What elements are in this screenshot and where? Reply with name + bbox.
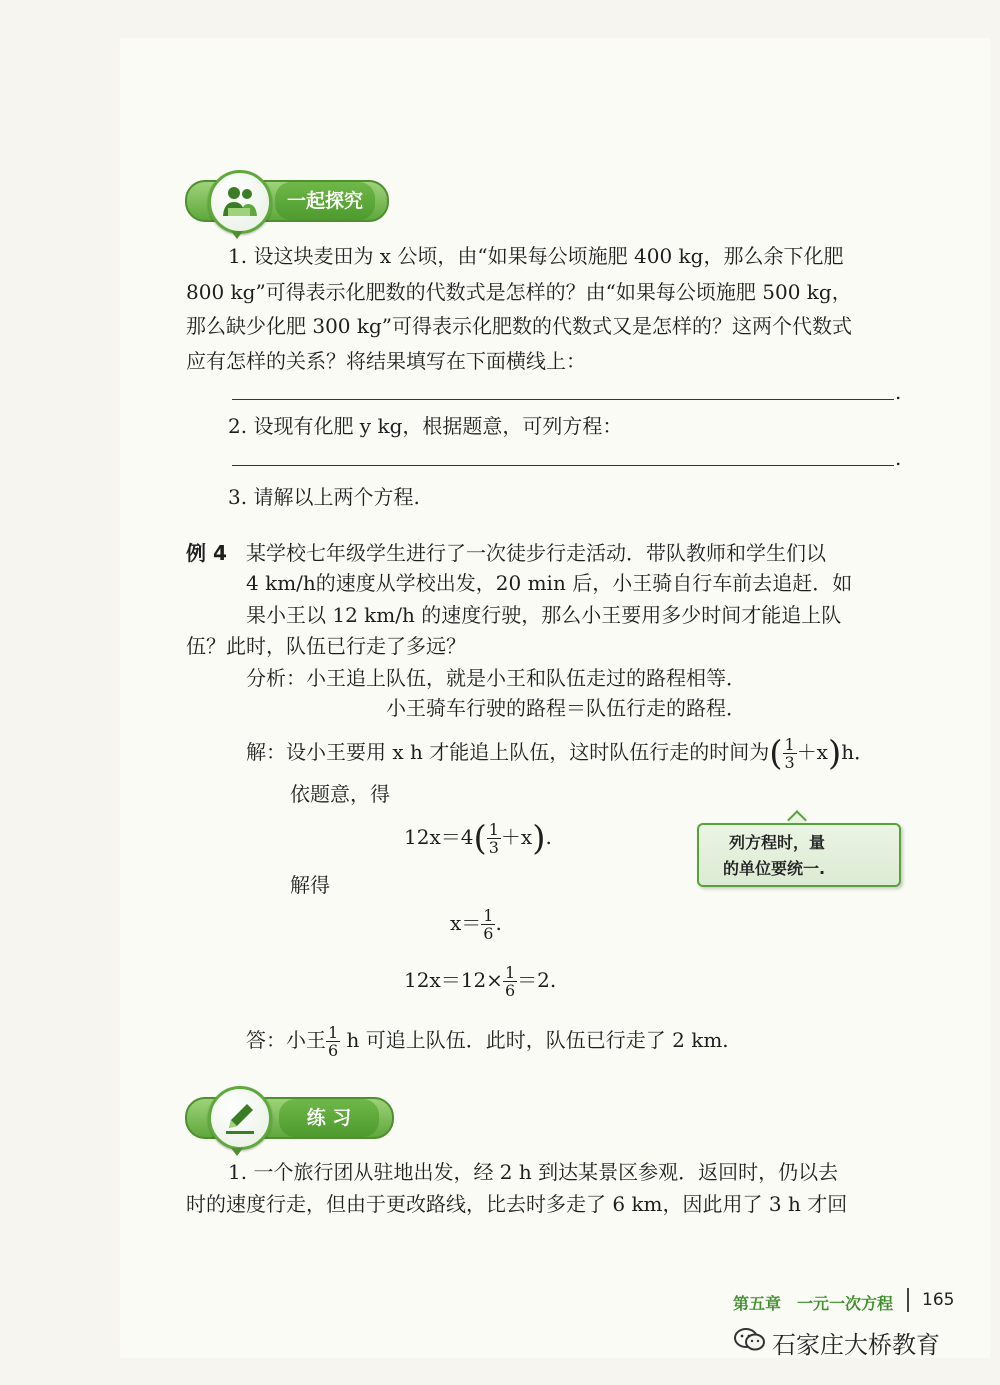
answer-line-1	[232, 399, 894, 400]
note-box	[697, 823, 901, 887]
x-equals: x＝	[450, 911, 482, 935]
practice-line1: 1. 一个旅行团从驻地出发，经 2 h 到达某景区参观．返回时，仍以去	[228, 1160, 839, 1184]
example-line3: 果小王以 12 km/h 的速度行驶，那么小王要用多少时间才能追上队	[246, 603, 842, 627]
practice-badge	[208, 1086, 272, 1150]
fraction-one-third: $\frac{1}{3}$	[784, 735, 795, 772]
solved-label: 解得	[290, 873, 330, 897]
q1-line4: 应有怎样的关系？将结果填写在下面横线上：	[186, 349, 586, 373]
example-line2: 4 km/h的速度从学校出发，20 min 后，小王骑自行车前去追赶．如	[246, 571, 853, 595]
calc-left: 12x＝12×	[404, 968, 503, 992]
solution-suffix: h．	[841, 740, 875, 764]
page-number: 165	[922, 1290, 955, 1310]
solution-prefix: 解：设小王要用 x h 才能追上队伍，这时队伍行走的时间为	[246, 740, 770, 764]
answer-suffix: h 可追上队伍．此时，队伍已行走了 2 km.	[340, 1028, 729, 1052]
watermark-text: 石家庄大桥教育	[772, 1331, 940, 1359]
answer-prefix: 答：小王	[246, 1028, 326, 1052]
q3-text: 3. 请解以上两个方程.	[228, 485, 420, 509]
note-line1: 列方程时，量	[729, 833, 826, 852]
answer-line-1-period: .	[895, 380, 902, 404]
practice-title: 练 习	[279, 1099, 379, 1137]
answer-line-2-period: .	[895, 446, 902, 470]
answer-line-2	[232, 465, 894, 466]
answer-line	[246, 1020, 729, 1060]
practice-triangle-icon	[231, 1148, 243, 1156]
q1-line3: 那么缺少化肥 300 kg”可得表示化肥数的代数式又是怎样的？这两个代数式	[186, 314, 853, 338]
solution-line: 解：设小王要用 x h 才能追上队伍，这时队伍行走的时间为( $\frac{1}{3}$ ＋x)h．	[246, 733, 875, 774]
fraction-one-sixth-answer: $\frac{1}{6}$	[328, 1023, 339, 1060]
equation-plus-x: ＋x	[500, 825, 533, 849]
analysis-text: 分析：小王追上队伍，就是小王和队伍走过的路程相等．	[246, 666, 746, 690]
q1-line2: 800 kg”可得表示化肥数的代数式是怎样的？由“如果每公顷施肥 500 kg，	[186, 280, 852, 304]
explore-badge	[208, 170, 272, 234]
fraction-one-sixth-calc: $\frac{1}{6}$	[504, 963, 516, 1000]
x-solution: x＝ $\frac{1}{6}$ .	[450, 906, 502, 943]
note-line2: 的单位要统一.	[723, 859, 826, 878]
wechat-icon	[733, 1327, 767, 1353]
distance-calc	[404, 960, 556, 1000]
calc-right: ＝2.	[517, 968, 557, 992]
example-line1: 某学校七年级学生进行了一次徒步行走活动．带队教师和学生们以	[246, 541, 826, 565]
chapter-footer: 第五章 一元一次方程	[733, 1294, 894, 1313]
q2-text: 2. 设现有化肥 y kg，根据题意，可列方程：	[228, 414, 623, 438]
plus-x: ＋x	[796, 740, 828, 764]
q1-line1: 1. 设这块麦田为 x 公顷，由“如果每公顷施肥 400 kg，那么余下化肥	[228, 244, 844, 268]
fraction-one-third-eq: $\frac{1}{3}$	[488, 820, 499, 857]
relation-text: 小王骑车行驶的路程＝队伍行走的路程．	[386, 696, 746, 720]
fraction-one-sixth: $\frac{1}{6}$	[483, 906, 494, 943]
explore-triangle-icon	[231, 231, 243, 239]
footer-divider	[907, 1288, 909, 1312]
pencil-icon	[220, 1098, 260, 1138]
example-label: 例 4	[186, 541, 227, 565]
equation-main: 12x＝4( $\frac{1}{3}$ ＋x).	[404, 818, 552, 859]
explore-title: 一起探究	[275, 182, 375, 220]
according-text: 依题意，得	[290, 782, 390, 806]
people-icon	[220, 182, 260, 222]
practice-line2: 时的速度行走，但由于更改路线，比去时多走了 6 km，因此用了 3 h 才回	[186, 1192, 848, 1216]
example-line4: 伍？此时，队伍已行走了多远？	[186, 634, 466, 658]
equation-left: 12x＝4	[404, 825, 474, 849]
